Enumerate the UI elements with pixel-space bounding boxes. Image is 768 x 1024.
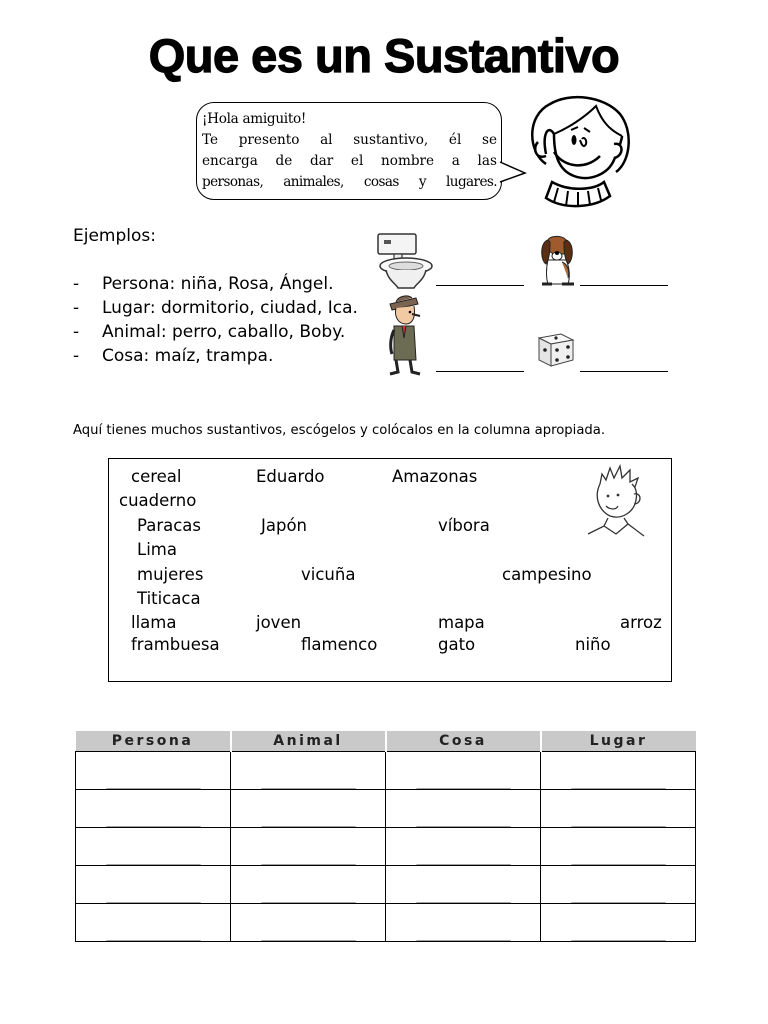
list-dash: -: [73, 322, 80, 342]
table-row: [76, 828, 696, 866]
answer-cell[interactable]: _______________: [541, 828, 696, 866]
example-item: [73, 322, 345, 342]
answer-cell[interactable]: _______________: [231, 828, 386, 866]
answer-line[interactable]: [436, 371, 524, 372]
column-header-persona: Persona: [76, 731, 231, 752]
answer-cell[interactable]: _______________: [386, 790, 541, 828]
man-icon: [386, 294, 426, 376]
answer-cell[interactable]: _______________: [231, 904, 386, 942]
answer-cell[interactable]: _______________: [541, 752, 696, 790]
example-item: [73, 346, 273, 366]
answer-line[interactable]: [580, 371, 668, 372]
dice-icon: [535, 328, 577, 368]
example-text: Cosa: maíz, trampa.: [102, 346, 274, 366]
bubble-line: ¡Hola amiguito!: [202, 111, 307, 127]
word-item: frambuesa: [131, 635, 220, 654]
word-item: cereal: [131, 467, 182, 486]
example-text: Persona: niña, Rosa, Ángel.: [102, 274, 334, 294]
answer-cell[interactable]: _______________: [76, 828, 231, 866]
word-item: niño: [575, 635, 611, 654]
answer-cell[interactable]: _______________: [386, 904, 541, 942]
answer-cell[interactable]: _______________: [76, 790, 231, 828]
word-item: gato: [438, 635, 476, 654]
word-item: cuaderno: [119, 491, 197, 510]
word-item: mapa: [438, 613, 485, 632]
boy-cartoon-icon: [524, 94, 634, 212]
answer-line[interactable]: [580, 285, 668, 286]
word-item: arroz: [620, 613, 662, 632]
column-header-lugar: Lugar: [541, 731, 696, 752]
word-item: mujeres: [137, 565, 204, 584]
word-item: flamenco: [301, 635, 378, 654]
examples-heading: Ejemplos:: [73, 226, 156, 246]
answer-line[interactable]: [436, 285, 524, 286]
word-item: Amazonas: [392, 467, 478, 486]
table-row: [76, 790, 696, 828]
word-item: víbora: [438, 516, 490, 535]
word-item: campesino: [502, 565, 592, 584]
word-item: Paracas: [137, 516, 201, 535]
boy-sketch-icon: [584, 464, 650, 540]
table-row: [76, 752, 696, 790]
example-text: Lugar: dormitorio, ciudad, Ica.: [102, 298, 358, 318]
page-title: Que es un Sustantivo: [148, 29, 620, 82]
answer-cell[interactable]: _______________: [76, 866, 231, 904]
list-dash: -: [73, 274, 80, 294]
table-row: [76, 904, 696, 942]
answer-cell[interactable]: _______________: [541, 904, 696, 942]
bubble-line: Te presento al sustantivo, él se: [202, 132, 497, 148]
table-row: [76, 866, 696, 904]
example-item: [73, 274, 333, 294]
speech-bubble: [196, 102, 502, 200]
answer-cell[interactable]: _______________: [76, 752, 231, 790]
list-dash: -: [73, 298, 80, 318]
bubble-line: encarga de dar el nombre a las: [202, 153, 497, 169]
word-item: Eduardo: [256, 467, 325, 486]
answer-cell[interactable]: _______________: [231, 752, 386, 790]
answer-cell[interactable]: _______________: [76, 904, 231, 942]
column-header-animal: Animal: [231, 731, 386, 752]
dog-icon: [538, 234, 578, 288]
toilet-icon: [376, 232, 434, 290]
answer-cell[interactable]: _______________: [386, 866, 541, 904]
example-item: [73, 298, 358, 318]
answer-cell[interactable]: _______________: [231, 866, 386, 904]
answer-cell[interactable]: _______________: [541, 790, 696, 828]
word-item: joven: [256, 613, 302, 632]
word-item: Titicaca: [137, 589, 201, 608]
answer-cell[interactable]: _______________: [541, 866, 696, 904]
word-item: Japón: [261, 516, 308, 535]
answer-cell[interactable]: _______________: [231, 790, 386, 828]
example-text: Animal: perro, caballo, Boby.: [102, 322, 346, 342]
word-item: Lima: [137, 540, 177, 559]
instruction-text: Aquí tienes muchos sustantivos, escógelos y colócalos en la columna apropiada.: [73, 423, 606, 438]
word-item: llama: [131, 613, 177, 632]
list-dash: -: [73, 346, 80, 366]
word-item: vicuña: [301, 565, 356, 584]
answer-cell[interactable]: _______________: [386, 828, 541, 866]
answer-cell[interactable]: _______________: [386, 752, 541, 790]
classification-table: [75, 731, 696, 942]
bubble-line: personas, animales, cosas y lugares.: [202, 174, 497, 190]
column-header-cosa: Cosa: [386, 731, 541, 752]
